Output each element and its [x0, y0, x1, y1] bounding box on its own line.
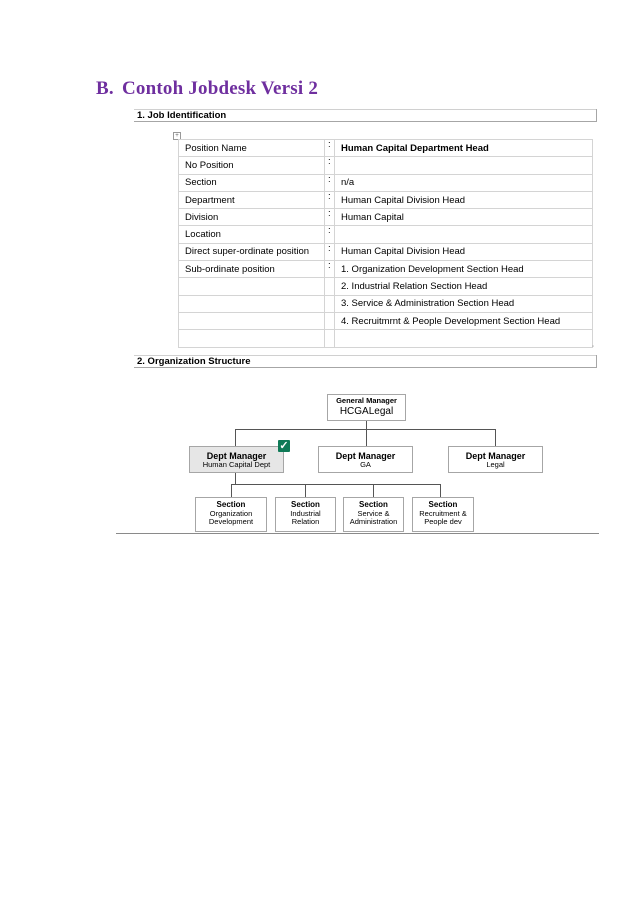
row-colon — [325, 330, 335, 347]
row-label: Section — [179, 174, 325, 191]
row-label: Division — [179, 209, 325, 226]
row-label: Sub-ordinate position — [179, 261, 325, 278]
row-colon: : — [325, 243, 335, 260]
row-label — [179, 295, 325, 312]
row-value — [335, 330, 593, 347]
node-name: Legal — [486, 460, 505, 469]
node-line2: Development — [208, 517, 254, 526]
row-colon: : — [325, 226, 335, 243]
row-label: Location — [179, 226, 325, 243]
row-label: Department — [179, 191, 325, 208]
job-identification-row — [179, 330, 593, 347]
connector-line — [231, 484, 440, 485]
node-line2: People dev — [424, 517, 462, 526]
row-value — [335, 226, 593, 243]
job-identification-row — [179, 243, 593, 260]
row-value: 2. Industrial Relation Section Head — [335, 278, 593, 295]
org-node-dept-ga — [318, 446, 413, 473]
node-title: Section — [291, 500, 320, 509]
row-value: 4. Recruitmrnt & People Development Section Head — [335, 312, 593, 329]
job-identification-table — [178, 139, 593, 348]
org-node-dept-legal — [448, 446, 543, 473]
node-name: Human Capital Dept — [202, 460, 271, 469]
row-label — [179, 278, 325, 295]
org-node-section-industrial-relation — [275, 497, 336, 532]
org-node-section-recruitment-people-dev — [412, 497, 474, 532]
job-identification-row — [179, 209, 593, 226]
table-move-handle-icon[interactable]: + — [173, 132, 181, 140]
node-title: Dept Manager — [465, 451, 526, 461]
node-line1: Industrial — [290, 508, 321, 518]
connector-line — [235, 473, 236, 484]
row-label: No Position — [179, 157, 325, 174]
row-value — [335, 157, 593, 174]
node-title: Section — [428, 500, 458, 509]
node-name: HCGALegal — [339, 405, 394, 417]
node-line1: Recruitment & — [419, 508, 467, 518]
connector-line — [366, 421, 367, 429]
row-value: Human Capital Division Head — [335, 243, 593, 260]
row-value: Human Capital Department Head — [335, 140, 593, 157]
org-node-dept-human-capital — [189, 446, 284, 473]
row-value: 3. Service & Administration Section Head — [335, 295, 593, 312]
row-colon: : — [325, 140, 335, 157]
table-resize-handle-icon[interactable]: ▫ — [592, 344, 595, 350]
job-identification-row — [179, 312, 593, 329]
job-identification-row — [179, 157, 593, 174]
connector-line — [440, 484, 441, 497]
node-title: Section — [216, 500, 246, 509]
row-colon — [325, 312, 335, 329]
row-colon: : — [325, 209, 335, 226]
job-identification-row — [179, 140, 593, 157]
node-title: Dept Manager — [206, 451, 267, 461]
node-line2: Relation — [291, 517, 320, 526]
page-heading — [96, 78, 318, 100]
row-colon: : — [325, 261, 335, 278]
job-identification-row — [179, 295, 593, 312]
organization-structure-header: 2. Organization Structure — [134, 355, 597, 368]
connector-line — [231, 484, 232, 497]
connector-line — [305, 484, 306, 497]
job-identification-row — [179, 278, 593, 295]
row-label — [179, 330, 325, 347]
section-divider — [116, 533, 599, 534]
node-name: GA — [360, 460, 371, 469]
row-value: Human Capital — [335, 209, 593, 226]
node-line1: Service & — [357, 508, 390, 518]
row-label — [179, 312, 325, 329]
connector-line — [495, 429, 496, 446]
connector-line — [235, 429, 236, 446]
row-colon: : — [325, 191, 335, 208]
row-colon — [325, 278, 335, 295]
node-line2: Administration — [349, 517, 398, 526]
org-node-section-service-administration — [343, 497, 404, 532]
job-identification-row — [179, 191, 593, 208]
heading-text: Contoh Jobdesk Versi 2 — [122, 78, 319, 99]
heading-number: B. — [96, 78, 114, 99]
row-colon — [325, 295, 335, 312]
row-label: Direct super-ordinate position — [179, 243, 325, 260]
row-label: Position Name — [179, 140, 325, 157]
connector-line — [373, 484, 374, 497]
row-colon: : — [325, 157, 335, 174]
job-identification-row — [179, 261, 593, 278]
job-identification-header: 1. Job Identification — [134, 109, 597, 122]
node-title: General Manager — [336, 396, 397, 405]
row-value: Human Capital Division Head — [335, 191, 593, 208]
connector-line — [366, 429, 367, 446]
node-line1: Organization — [209, 508, 253, 518]
job-identification-row — [179, 174, 593, 191]
node-title: Dept Manager — [335, 451, 396, 461]
row-value: n/a — [335, 174, 593, 191]
checkmark-icon: ✓ — [279, 440, 289, 452]
row-colon: : — [325, 174, 335, 191]
row-value: 1. Organization Development Section Head — [335, 261, 593, 278]
job-identification-row — [179, 226, 593, 243]
org-node-section-organization-development — [195, 497, 267, 532]
node-title: Section — [359, 500, 388, 509]
org-node-general-manager — [327, 394, 406, 421]
